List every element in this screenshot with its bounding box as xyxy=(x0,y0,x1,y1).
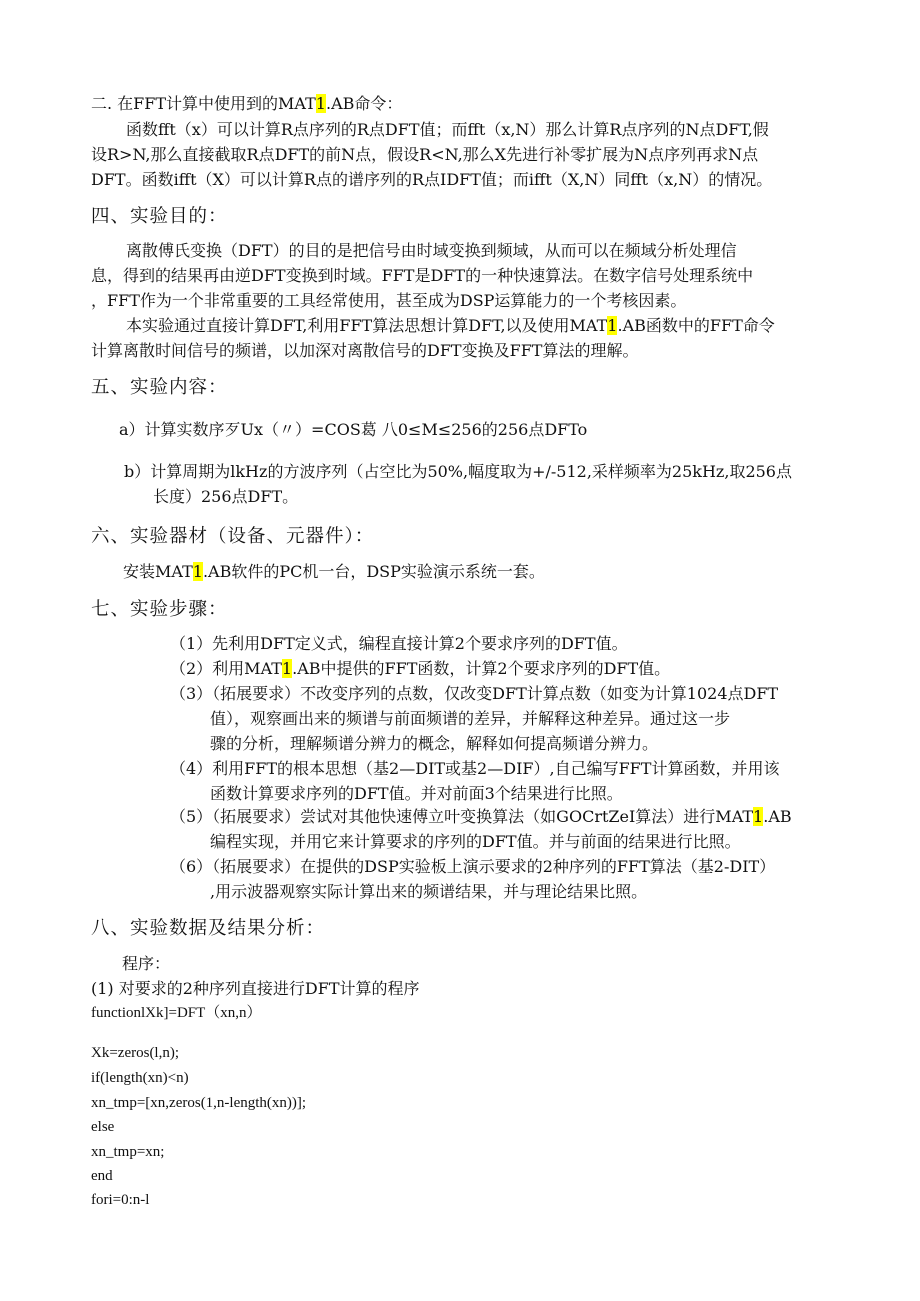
code-line: if(length(xn)<n) xyxy=(91,1070,189,1086)
code-line: Xk=zeros(l,n); xyxy=(91,1045,180,1061)
section-heading-equipment: 六、实验器材（设备、元器件）： xyxy=(91,526,375,547)
content-item-a: a）计算实数序歹Ux（〃）=COS葛 八0≤M≤256的256点DFTo xyxy=(119,420,588,439)
section-heading-content: 五、实验内容： xyxy=(91,377,228,398)
highlight-mark: 1 xyxy=(192,562,203,581)
highlight-mark: 1 xyxy=(315,94,326,113)
equipment-line: 安装MAT1.AB软件的PC机一台，DSP实验演示系统一套。 xyxy=(123,562,545,581)
paragraph-line: 计算离散时间信号的频谱，以加深对离散信号的DFT变换及FFT算法的理解。 xyxy=(91,341,639,360)
step-6-cont: ,用示波器观察实际计算出来的频谱结果，并与理论结果比照。 xyxy=(210,882,648,901)
content-item-b-cont: 长度）256点DFT。 xyxy=(153,487,299,506)
paragraph-line: DFT。函数ifft（X）可以计算R点的谱序列的R点IDFT值；而ifft（X,N）同fft（x,N）的情况。 xyxy=(91,170,773,189)
step-3: （3）（拓展要求）不改变序列的点数，仅改变DFT计算点数（如变为计算1024点DFT xyxy=(170,684,779,703)
code-line: fori=0:n-l xyxy=(91,1192,150,1208)
section-heading-steps: 七、实验步骤： xyxy=(91,599,228,620)
program-subheading: (1) 对要求的2种序列直接进行DFT计算的程序 xyxy=(91,979,420,998)
code-line: functionlXk]=DFT（xn,n） xyxy=(91,1005,262,1021)
paragraph-line: 设R>N,那么直接截取R点DFT的前N点，假设R<N,那么X先进行补零扩展为N点序列再求N点 xyxy=(91,145,759,164)
step-6: （6）（拓展要求）在提供的DSP实验板上演示要求的2种序列的FFT算法（基2-DIT） xyxy=(170,857,776,876)
code-line: else xyxy=(91,1119,115,1135)
matlab-commands-heading: 二. 在FFT计算中使用到的MAT1.AB命令： xyxy=(91,94,403,113)
step-3-cont: 值），观察画出来的频谱与前面频谱的差异，并解释这种差异。通过这一步 xyxy=(210,709,731,728)
program-label: 程序： xyxy=(122,954,171,973)
step-4-cont: 函数计算要求序列的DFT值。并对前面3个结果进行比照。 xyxy=(210,784,623,803)
highlight-mark: 1 xyxy=(281,659,293,678)
paragraph-line: 息，得到的结果再由逆DFT变换到时域。FFT是DFT的一种快速算法。在数字信号处理系统中 xyxy=(91,266,754,285)
step-1: （1）先利用DFT定义式，编程直接计算2个要求序列的DFT值。 xyxy=(170,634,628,653)
paragraph-line: 本实验通过直接计算DFT,利用FFT算法思想计算DFT,以及使用MAT1.AB函数中的FFT命令 xyxy=(126,316,775,335)
section-heading-objective: 四、实验目的： xyxy=(91,206,228,227)
code-line: xn_tmp=[xn,zeros(1,n-length(xn))]; xyxy=(91,1095,307,1111)
step-3-cont: 骤的分析，理解频谱分辨力的概念，解释如何提高频谱分辨力。 xyxy=(210,734,659,753)
code-line: xn_tmp=xn; xyxy=(91,1144,165,1160)
step-2: （2）利用MAT1.AB中提供的FFT函数，计算2个要求序列的DFT值。 xyxy=(170,659,671,678)
step-5: （5）（拓展要求）尝试对其他快速傅立叶变换算法（如GOCrtZeI算法）进行MAT1.AB xyxy=(170,807,792,826)
content-item-b: b）计算周期为lkHz的方波序列（占空比为50%,幅度取为+/-512,采样频率为25kHz,取256点 xyxy=(124,462,792,481)
highlight-mark: 1 xyxy=(753,807,764,826)
step-5-cont: 编程实现，并用它来计算要求的序列的DFT值。并与前面的结果进行比照。 xyxy=(210,832,741,851)
paragraph-line: 离散傅氏变换（DFT）的目的是把信号由时域变换到频域，从而可以在频域分析处理信 xyxy=(126,241,737,260)
highlight-mark: 1 xyxy=(607,316,618,335)
step-4: （4）利用FFT的根本思想（基2—DIT或基2—DIF）,自己编写FFT计算函数，并用该 xyxy=(170,759,780,778)
section-heading-results: 八、实验数据及结果分析： xyxy=(91,918,326,939)
paragraph-line: ，FFT作为一个非常重要的工具经常使用，甚至成为DSP运算能力的一个考核因素。 xyxy=(91,291,687,310)
paragraph-line: 函数fft（x）可以计算R点序列的R点DFT值；而fft（x,N）那么计算R点序列的N点DFT,假 xyxy=(126,120,769,139)
code-line: end xyxy=(91,1168,113,1184)
